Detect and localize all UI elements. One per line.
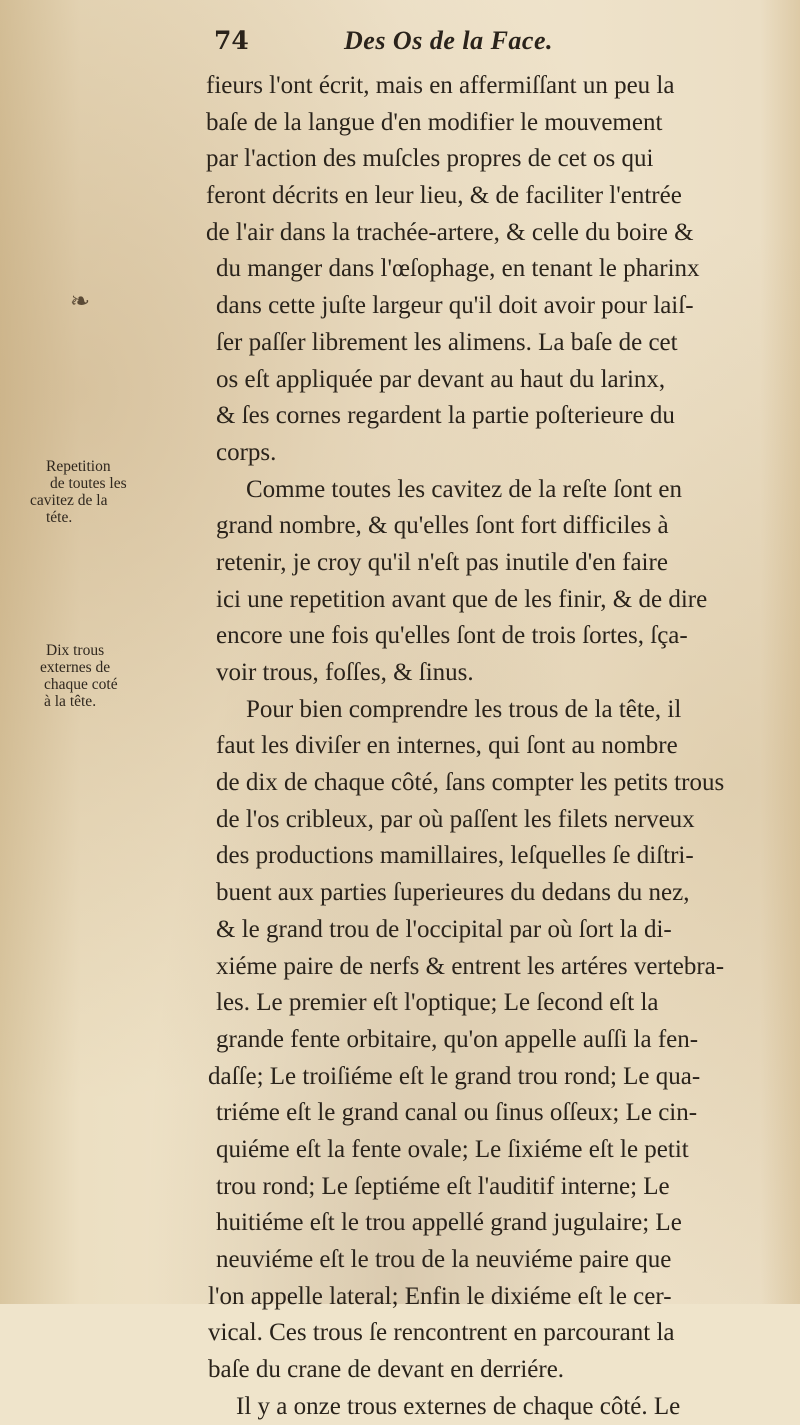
text-line: huitiéme eſt le trou appellé grand jugulaire; Le [216, 1209, 682, 1237]
text-line: daſſe; Le troiſiéme eſt le grand trou rond; Le qua- [208, 1062, 701, 1090]
text-line: xiéme paire de nerfs & entrent les artéres vertebra- [216, 952, 725, 980]
text-line: buent aux parties ſuperieures du dedans du nez, [216, 879, 690, 907]
text-line: de l'os cribleux, par où paſſent les filets nerveux [216, 805, 695, 833]
marginal-note-repetition [30, 458, 127, 526]
text-line: faut les diviſer en internes, qui ſont au nombre [216, 732, 678, 760]
text-line: du manger dans l'œſophage, en tenant le pharinx [216, 255, 700, 283]
marginal-note-line: cavitez de la [30, 492, 108, 509]
text-line: Comme toutes les cavitez de la reſte ſont en [246, 475, 682, 503]
text-line: & le grand trou de l'occipital par où ſort la di- [216, 915, 672, 943]
text-line: Pour bien comprendre les trous de la tête, il [246, 695, 682, 723]
text-line: & ſes cornes regardent la partie poſterieure du [216, 402, 675, 430]
marginal-note-line: Repetition [46, 458, 111, 475]
text-line: encore une fois qu'elles ſont de trois ſortes, ſça- [216, 622, 688, 650]
text-line: des productions mamillaires, leſquelles ſe diſtri- [216, 842, 694, 870]
text-line: neuviéme eſt le trou de la neuviéme paire que [216, 1246, 672, 1273]
text-line: de dix de chaque côté, ſans compter les petits trous [216, 769, 725, 797]
text-line: triéme eſt le grand canal ou ſinus oſſeux; Le cin- [216, 1099, 698, 1127]
text-line: trou rond; Le ſeptiéme eſt l'auditif interne; Le [216, 1172, 670, 1200]
text-line: baſe du crane de devant en derriére. [208, 1356, 565, 1384]
text-line: Il y a onze trous externes de chaque côté. Le [236, 1392, 681, 1420]
text-line: voir trous, foſſes, & ſinus. [216, 659, 474, 686]
text-line: baſe de la langue d'en modifier le mouvement [206, 108, 663, 136]
text-line: vical. Ces trous ſe rencontrent en parcourant la [208, 1319, 675, 1347]
text-line: feront décrits en leur lieu, & de faciliter l'entrée [206, 182, 682, 210]
body-text [196, 68, 796, 1425]
text-line: corps. [216, 438, 277, 466]
marginal-note-dix-trous [30, 642, 118, 710]
text-line: de l'air dans la trachée-artere, & celle du boire & [206, 218, 694, 246]
text-line: ici une repetition avant que de les finir, & de dire [216, 585, 708, 613]
marginal-note-line: téte. [46, 509, 73, 526]
marginal-note-line: Dix trous [46, 642, 105, 659]
page-number: 74 [214, 26, 249, 55]
page-header [214, 26, 774, 66]
marginal-note-line: externes de [40, 659, 111, 676]
text-line: par l'action des muſcles propres de cet os qui [206, 145, 654, 173]
text-line: os eſt appliquée par devant au haut du larinx, [216, 365, 666, 393]
text-line: les. Le premier eſt l'optique; Le ſecond eſt la [216, 989, 659, 1017]
marginal-note-line: à la tête. [44, 693, 97, 710]
text-line: grande fente orbitaire, qu'on appelle auſſi la fen- [216, 1025, 699, 1053]
ink-blot-ornament: ❧ [70, 287, 91, 315]
text-line: quiéme eſt la fente ovale; Le ſixiéme eſt le petit [216, 1135, 689, 1163]
text-line: ſer paſſer librement les alimens. La baſe de cet [216, 328, 678, 356]
marginal-note-line: de toutes les [50, 475, 127, 492]
running-title: Des Os de la Face. [344, 26, 554, 55]
text-line: retenir, je croy qu'il n'eſt pas inutile d'en faire [216, 548, 668, 576]
text-line: l'on appelle lateral; Enfin le dixiéme eſt le cer- [208, 1282, 672, 1310]
text-line: grand nombre, & qu'elles ſont fort difficiles à [216, 512, 669, 540]
text-line: fieurs l'ont écrit, mais en affermiſſant un peu la [206, 72, 675, 99]
text-line: dans cette juſte largeur qu'il doit avoir pour laiſ- [216, 292, 694, 320]
marginal-note-line: chaque coté [44, 676, 118, 693]
